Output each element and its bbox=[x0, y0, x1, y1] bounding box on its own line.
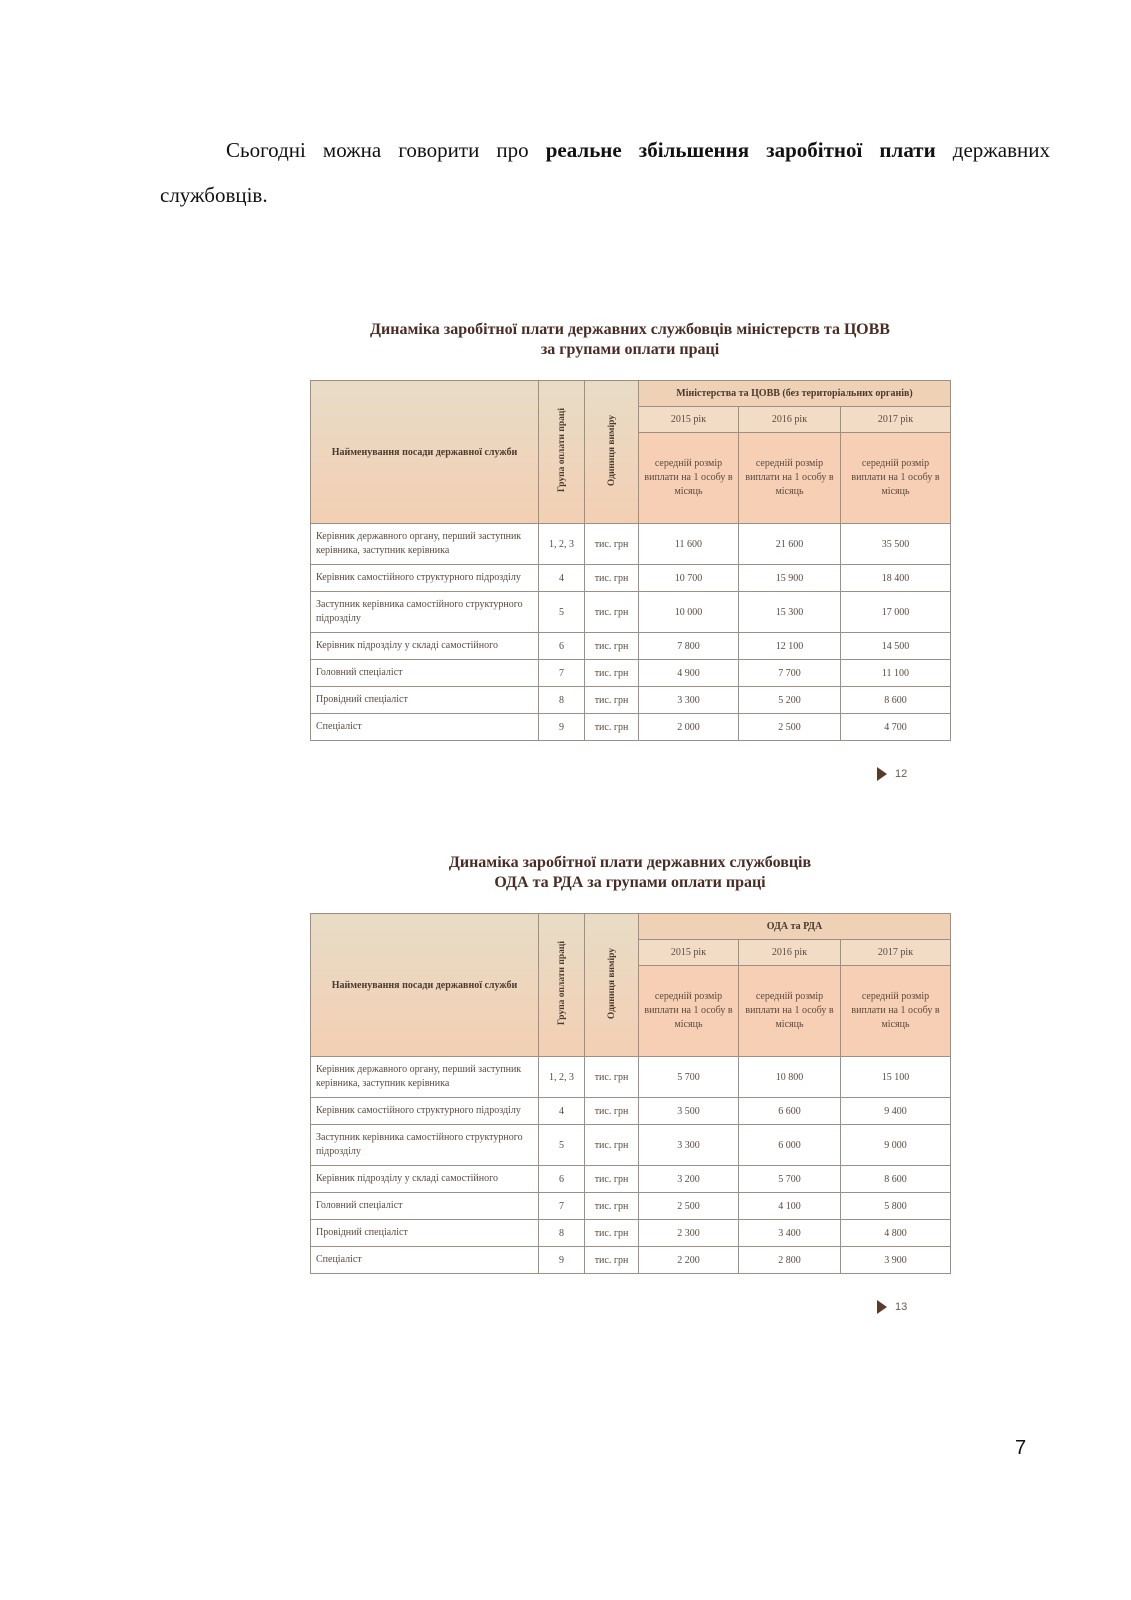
table-row bbox=[311, 1247, 951, 1274]
cell-2015: 2 300 bbox=[639, 1220, 739, 1247]
header-year: 2017 рік bbox=[841, 940, 951, 966]
cell-name: Керівник самостійного структурного підрозділу bbox=[311, 1098, 539, 1125]
header-desc: середній розмір виплати на 1 особу в місяць bbox=[639, 433, 739, 524]
cell-2015: 11 600 bbox=[639, 524, 739, 565]
intro-text-bold: реальне збільшення заробітної плати bbox=[545, 138, 936, 162]
cell-2015: 2 200 bbox=[639, 1247, 739, 1274]
page-number: 7 bbox=[1015, 1437, 1027, 1459]
header-group: Група оплати праці bbox=[556, 408, 567, 493]
cell-name: Керівник державного органу, перший заступник керівника, заступник керівника bbox=[311, 524, 539, 565]
cell-group: 7 bbox=[539, 1193, 585, 1220]
cell-2016: 6 600 bbox=[739, 1098, 841, 1125]
cell-unit: тис. грн bbox=[585, 714, 639, 741]
header-year: 2016 рік bbox=[739, 940, 841, 966]
cell-name: Керівник самостійного структурного підрозділу bbox=[311, 565, 539, 592]
cell-2017: 18 400 bbox=[841, 565, 951, 592]
slide-title bbox=[310, 320, 950, 360]
cell-2016: 15 300 bbox=[739, 592, 841, 633]
cell-name: Керівник підрозділу у складі самостійного bbox=[311, 633, 539, 660]
cell-unit: тис. грн bbox=[585, 565, 639, 592]
title-line-2: за групами оплати праці bbox=[540, 341, 720, 358]
cell-name: Головний спеціаліст bbox=[311, 660, 539, 687]
cell-unit: тис. грн bbox=[585, 633, 639, 660]
slide-pager bbox=[877, 1300, 907, 1314]
cell-group: 6 bbox=[539, 633, 585, 660]
header-desc: середній розмір виплати на 1 особу в місяць bbox=[639, 966, 739, 1057]
title-line-1: Динаміка заробітної плати державних службовців bbox=[448, 854, 812, 871]
cell-unit: тис. грн bbox=[585, 1057, 639, 1098]
cell-name: Провідний спеціаліст bbox=[311, 1220, 539, 1247]
title-line-1: Динаміка заробітної плати державних службовців міністерств та ЦОВВ bbox=[370, 321, 890, 338]
table-row bbox=[311, 687, 951, 714]
cell-2016: 2 800 bbox=[739, 1247, 841, 1274]
cell-2015: 10 700 bbox=[639, 565, 739, 592]
cell-group: 6 bbox=[539, 1166, 585, 1193]
header-year: 2015 рік bbox=[639, 407, 739, 433]
cell-2015: 3 300 bbox=[639, 687, 739, 714]
cell-2015: 2 000 bbox=[639, 714, 739, 741]
cell-unit: тис. грн bbox=[585, 1247, 639, 1274]
table-row bbox=[311, 1220, 951, 1247]
cell-2016: 21 600 bbox=[739, 524, 841, 565]
cell-name: Провідний спеціаліст bbox=[311, 687, 539, 714]
header-name: Найменування посади державної служби bbox=[311, 381, 539, 524]
table-row bbox=[311, 565, 951, 592]
header-year: 2015 рік bbox=[639, 940, 739, 966]
cell-2015: 3 300 bbox=[639, 1125, 739, 1166]
header-unit: Одиниця виміру bbox=[606, 947, 617, 1020]
cell-group: 1, 2, 3 bbox=[539, 1057, 585, 1098]
cell-2016: 15 900 bbox=[739, 565, 841, 592]
cell-2017: 3 900 bbox=[841, 1247, 951, 1274]
cell-2017: 8 600 bbox=[841, 1166, 951, 1193]
header-desc: середній розмір виплати на 1 особу в місяць bbox=[841, 966, 951, 1057]
cell-2015: 7 800 bbox=[639, 633, 739, 660]
cell-group: 5 bbox=[539, 592, 585, 633]
table-row bbox=[311, 633, 951, 660]
table-row bbox=[311, 714, 951, 741]
header-group: Група оплати праці bbox=[556, 941, 567, 1026]
intro-text-end: державних службовців. bbox=[160, 138, 1050, 207]
slide-pager bbox=[877, 767, 907, 781]
table-row bbox=[311, 1125, 951, 1166]
cell-group: 8 bbox=[539, 687, 585, 714]
cell-2015: 3 200 bbox=[639, 1166, 739, 1193]
cell-unit: тис. грн bbox=[585, 592, 639, 633]
cell-2017: 4 700 bbox=[841, 714, 951, 741]
header-unit: Одиниця виміру bbox=[606, 414, 617, 487]
table-row bbox=[311, 660, 951, 687]
cell-2016: 5 700 bbox=[739, 1166, 841, 1193]
cell-unit: тис. грн bbox=[585, 1098, 639, 1125]
cell-2016: 10 800 bbox=[739, 1057, 841, 1098]
cell-name: Спеціаліст bbox=[311, 1247, 539, 1274]
cell-2017: 14 500 bbox=[841, 633, 951, 660]
header-year: 2016 рік bbox=[739, 407, 841, 433]
cell-2017: 5 800 bbox=[841, 1193, 951, 1220]
play-arrow-icon bbox=[877, 767, 887, 781]
cell-2015: 10 000 bbox=[639, 592, 739, 633]
slide-ministries bbox=[310, 320, 950, 741]
header-name: Найменування посади державної служби bbox=[311, 914, 539, 1057]
cell-name: Керівник підрозділу у складі самостійного bbox=[311, 1166, 539, 1193]
salary-table bbox=[310, 913, 951, 1274]
cell-group: 9 bbox=[539, 714, 585, 741]
header-org: Міністерства та ЦОВВ (без територіальних органів) bbox=[639, 381, 951, 407]
cell-name: Спеціаліст bbox=[311, 714, 539, 741]
cell-name: Заступник керівника самостійного структурного підрозділу bbox=[311, 1125, 539, 1166]
cell-2017: 35 500 bbox=[841, 524, 951, 565]
header-org: ОДА та РДА bbox=[639, 914, 951, 940]
cell-unit: тис. грн bbox=[585, 1166, 639, 1193]
cell-2017: 15 100 bbox=[841, 1057, 951, 1098]
header-year: 2017 рік bbox=[841, 407, 951, 433]
slide-oda-rda bbox=[310, 853, 950, 1274]
cell-2017: 4 800 bbox=[841, 1220, 951, 1247]
table-row bbox=[311, 1166, 951, 1193]
cell-2016: 4 100 bbox=[739, 1193, 841, 1220]
cell-group: 7 bbox=[539, 660, 585, 687]
table-row bbox=[311, 1193, 951, 1220]
slide-title bbox=[310, 853, 950, 893]
cell-2015: 2 500 bbox=[639, 1193, 739, 1220]
cell-unit: тис. грн bbox=[585, 1220, 639, 1247]
cell-name: Головний спеціаліст bbox=[311, 1193, 539, 1220]
cell-2016: 2 500 bbox=[739, 714, 841, 741]
cell-2017: 17 000 bbox=[841, 592, 951, 633]
cell-unit: тис. грн bbox=[585, 1193, 639, 1220]
cell-2015: 3 500 bbox=[639, 1098, 739, 1125]
cell-unit: тис. грн bbox=[585, 524, 639, 565]
cell-2015: 5 700 bbox=[639, 1057, 739, 1098]
table-row bbox=[311, 1098, 951, 1125]
cell-unit: тис. грн bbox=[585, 660, 639, 687]
title-line-2: ОДА та РДА за групами оплати праці bbox=[494, 874, 766, 891]
intro-text-start: Сьогодні можна говорити про bbox=[226, 138, 546, 162]
cell-group: 5 bbox=[539, 1125, 585, 1166]
cell-2017: 11 100 bbox=[841, 660, 951, 687]
cell-group: 1, 2, 3 bbox=[539, 524, 585, 565]
salary-table bbox=[310, 380, 951, 741]
cell-name: Керівник державного органу, перший заступник керівника, заступник керівника bbox=[311, 1057, 539, 1098]
cell-unit: тис. грн bbox=[585, 687, 639, 714]
cell-group: 4 bbox=[539, 1098, 585, 1125]
cell-2016: 7 700 bbox=[739, 660, 841, 687]
header-desc: середній розмір виплати на 1 особу в місяць bbox=[739, 433, 841, 524]
cell-2016: 3 400 bbox=[739, 1220, 841, 1247]
cell-2017: 8 600 bbox=[841, 687, 951, 714]
table-row bbox=[311, 524, 951, 565]
header-desc: середній розмір виплати на 1 особу в місяць bbox=[739, 966, 841, 1057]
cell-2015: 4 900 bbox=[639, 660, 739, 687]
table-row bbox=[311, 1057, 951, 1098]
cell-2016: 12 100 bbox=[739, 633, 841, 660]
play-arrow-icon bbox=[877, 1300, 887, 1314]
slide-number: 12 bbox=[895, 767, 908, 780]
cell-2016: 5 200 bbox=[739, 687, 841, 714]
table-row bbox=[311, 592, 951, 633]
cell-group: 4 bbox=[539, 565, 585, 592]
cell-2017: 9 400 bbox=[841, 1098, 951, 1125]
cell-unit: тис. грн bbox=[585, 1125, 639, 1166]
cell-name: Заступник керівника самостійного структурного підрозділу bbox=[311, 592, 539, 633]
header-desc: середній розмір виплати на 1 особу в місяць bbox=[841, 433, 951, 524]
cell-group: 8 bbox=[539, 1220, 585, 1247]
intro-paragraph bbox=[160, 128, 1050, 218]
cell-2016: 6 000 bbox=[739, 1125, 841, 1166]
cell-group: 9 bbox=[539, 1247, 585, 1274]
slide-number: 13 bbox=[895, 1300, 908, 1313]
cell-2017: 9 000 bbox=[841, 1125, 951, 1166]
